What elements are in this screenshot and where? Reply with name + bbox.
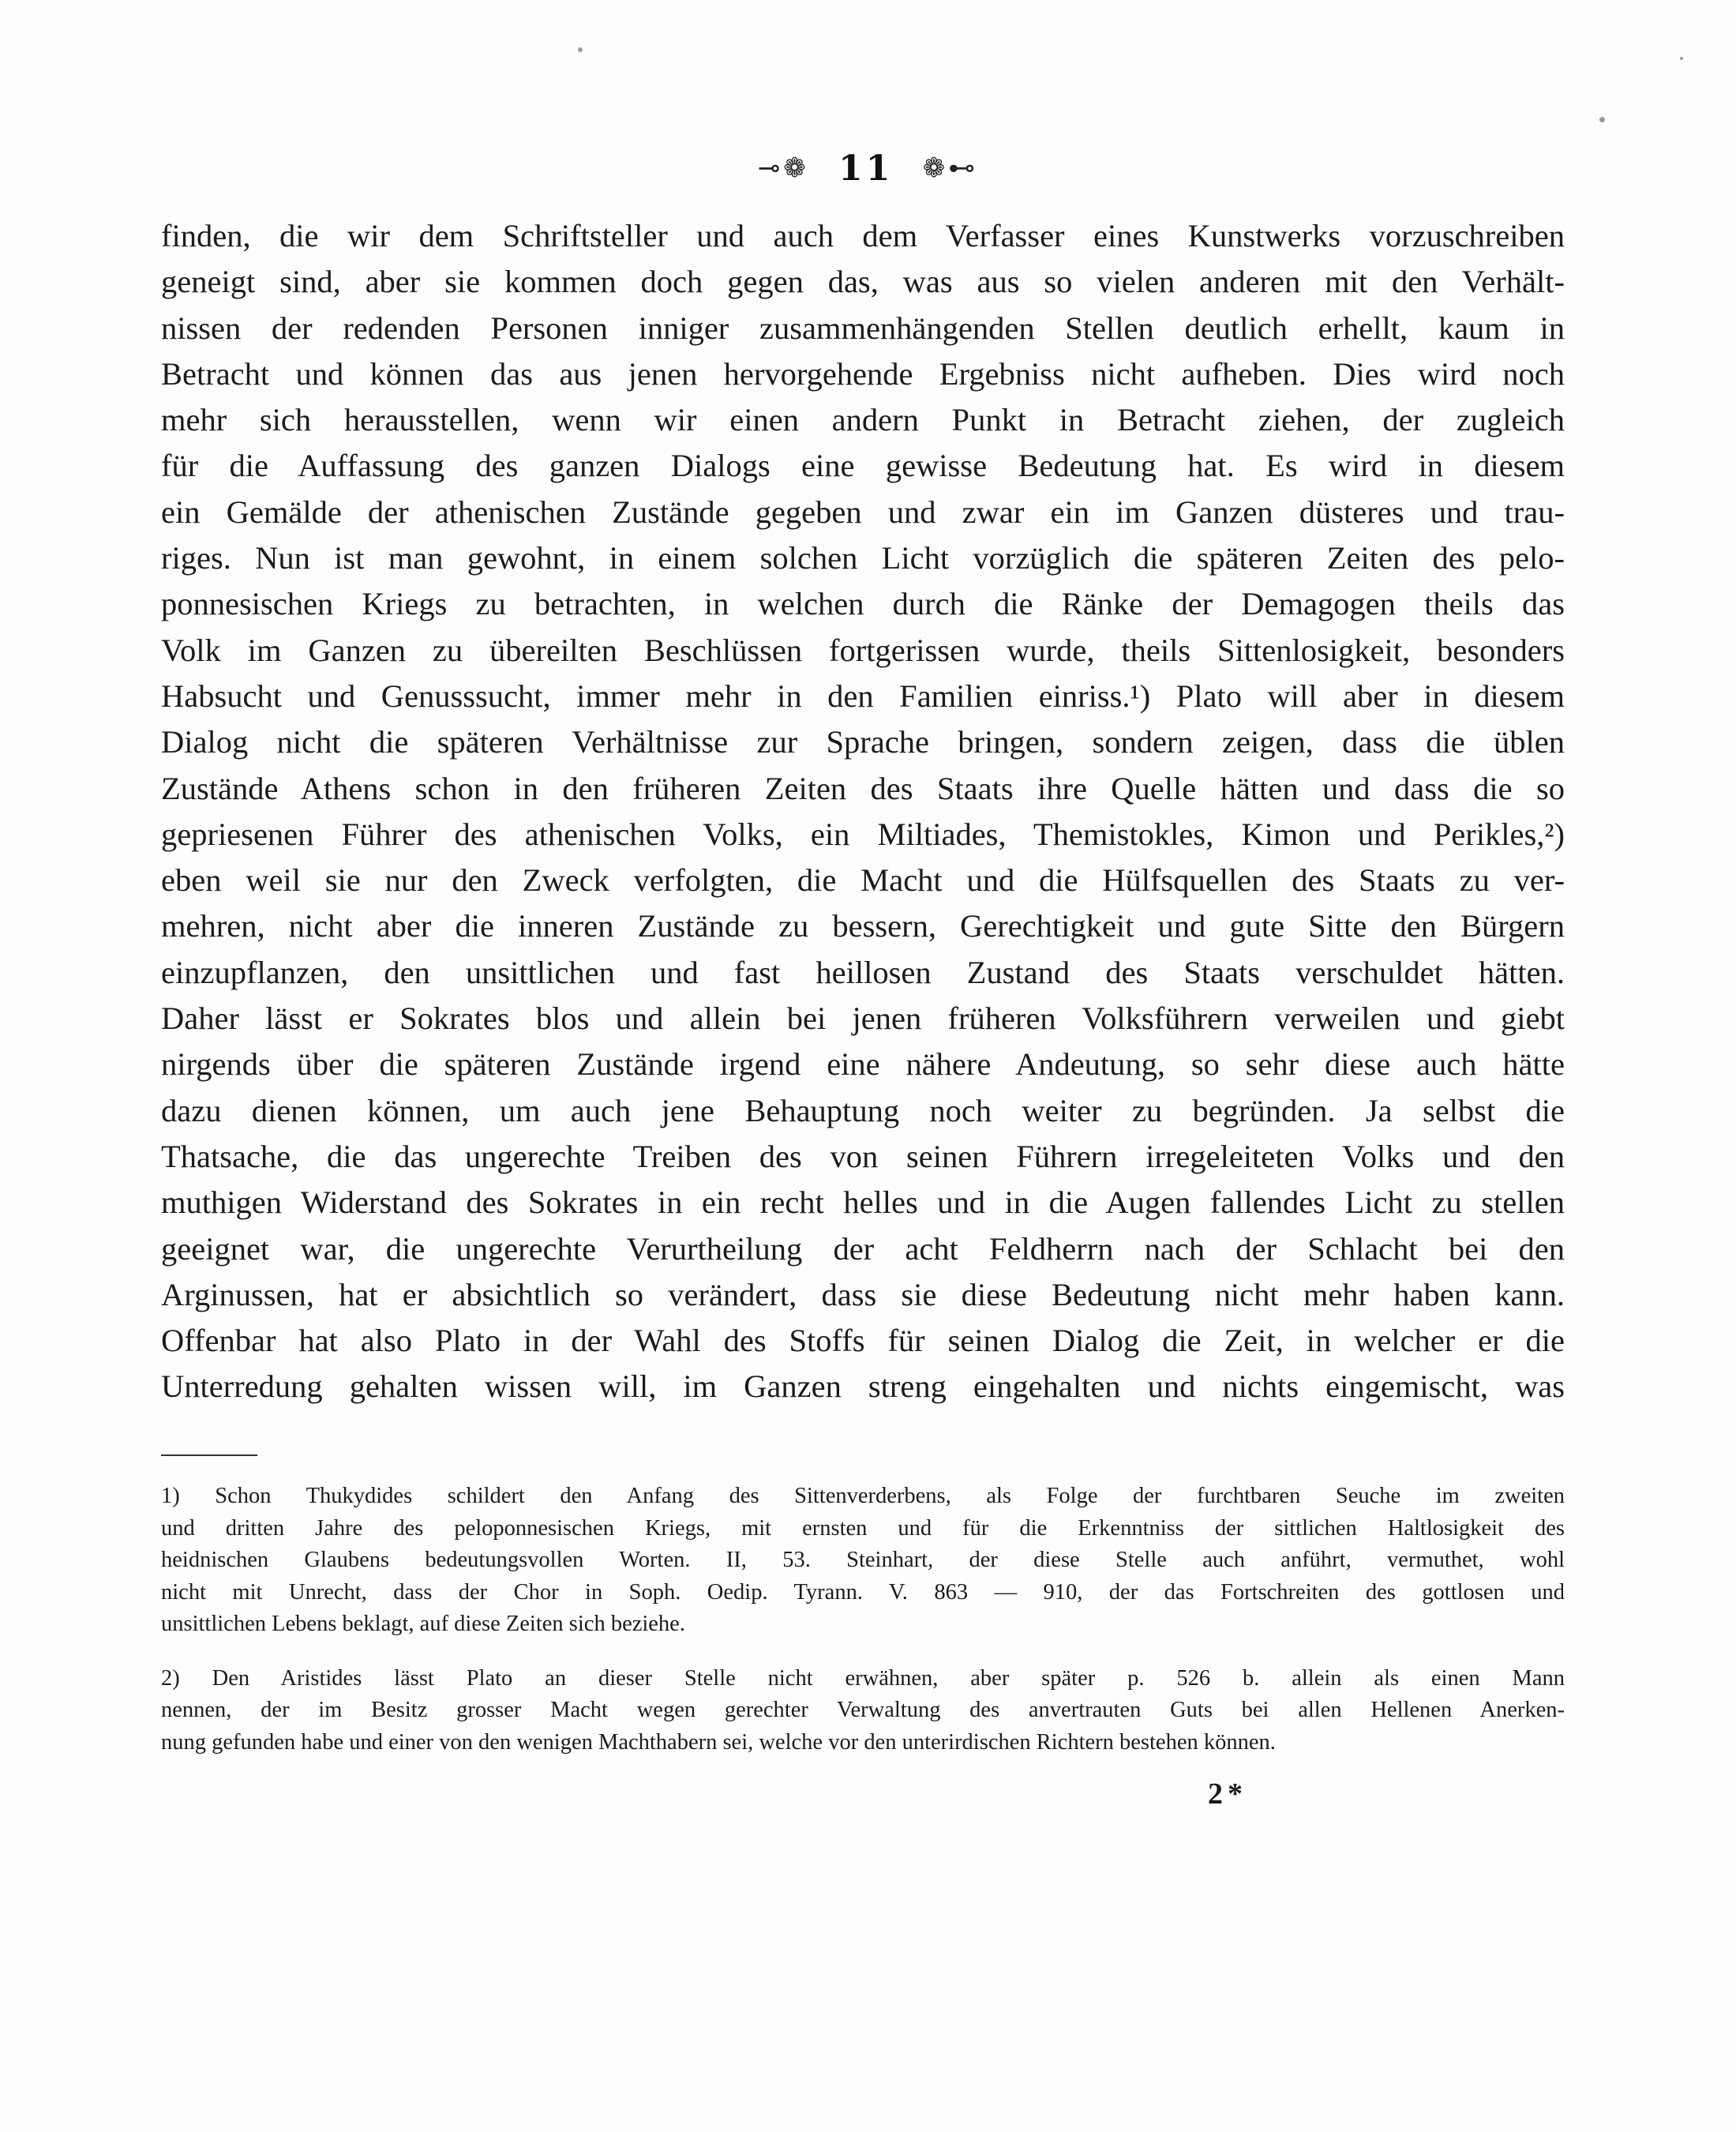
left-ornament-icon: ⊸❁ — [757, 152, 809, 184]
text-line: einzupflanzen, den unsittlichen und fast heillosen Zustand des Staats verschuldet hätten. — [161, 954, 1565, 990]
text-line: Thatsache, die das ungerechte Treiben des von seinen Führern irregeleiteten Volks und den — [161, 1138, 1565, 1174]
footnote-line: nung gefunden habe und einer von den wenigen Machthabern sei, welche vor den unterirdischen Richtern bestehen können. — [161, 1729, 1276, 1755]
text-line: Offenbar hat also Plato in der Wahl des Stoffs für seinen Dialog die Zeit, in welcher er die — [161, 1323, 1565, 1359]
footnote-1 — [161, 1481, 1565, 1641]
footnote-line: heidnischen Glaubens bedeutungsvollen Worten. II, 53. Steinhart, der diese Stelle auch anführt, vermuthet, wohl — [161, 1548, 1565, 1572]
text-line: riges. Nun ist man gewohnt, in einem solchen Licht vorzüglich die späteren Zeiten des pelo- — [161, 540, 1565, 576]
main-text — [161, 213, 1565, 1410]
page-number: 11 — [838, 148, 894, 189]
footnote-line: und dritten Jahre des peloponnesischen Kriegs, mit ernsten und für die Erkenntniss der sittlichen Haltlosigkeit des — [161, 1515, 1565, 1541]
text-line: Betracht und können das aus jenen hervorgehende Ergebniss nicht aufheben. Dies wird noch — [161, 355, 1565, 392]
text-line: Daher lässt er Sokrates blos und allein bei jenen früheren Volksführern verweilen und giebt — [161, 1000, 1565, 1037]
text-line: Arginussen, hat er absichtlich so verändert, dass sie diese Bedeutung nicht mehr haben kann. — [161, 1276, 1565, 1312]
text-line: ponnesischen Kriegs zu betrachten, in welchen durch die Ränke der Demagogen theils das — [161, 586, 1565, 622]
right-ornament-icon: ❁⊷ — [922, 152, 979, 184]
signature-mark: 2* — [1208, 1777, 1247, 1811]
text-line: muthigen Widerstand des Sokrates in ein recht helles und in die Augen fallendes Licht zu stellen — [161, 1184, 1565, 1221]
footnote-divider — [161, 1454, 257, 1456]
text-line: Habsucht und Genusssucht, immer mehr in den Familien einriss.¹) Plato will aber in diesem — [161, 678, 1565, 714]
paper-speck — [1680, 57, 1683, 60]
text-line: dazu dienen können, um auch jene Behauptung noch weiter zu begründen. Ja selbst die — [161, 1092, 1565, 1128]
text-line: mehr sich herausstellen, wenn wir einen andern Punkt in Betracht ziehen, der zugleich — [161, 402, 1565, 438]
footnote-2 — [161, 1663, 1565, 1759]
page-header — [0, 148, 1736, 189]
text-line: Unterredung gehalten wissen will, im Ganzen streng eingehalten und nichts eingemischt, was — [161, 1368, 1565, 1405]
text-line: gepriesenen Führer des athenischen Volks, ein Miltiades, Themistokles, Kimon und Perikles,²) — [161, 816, 1565, 852]
footnote-line: nennen, der im Besitz grosser Macht wegen gerechter Verwaltung des anvertrauten Guts bei allen Hellenen Anerken- — [161, 1698, 1565, 1722]
text-line: finden, die wir dem Schriftsteller und auch dem Verfasser eines Kunstwerks vorzuschreiben — [161, 218, 1565, 253]
text-line: eben weil sie nur den Zweck verfolgten, die Macht und die Hülfsquellen des Staats zu ver- — [161, 862, 1565, 899]
text-line: Volk im Ganzen zu übereilten Beschlüssen fortgerissen wurde, theils Sittenlosigkeit, besonders — [161, 632, 1565, 668]
footnote-line: nicht mit Unrecht, dass der Chor in Soph. Oedip. Tyrann. V. 863 — 910, der das Fortschreiten des gottlosen und — [161, 1579, 1565, 1605]
footnotes — [161, 1481, 1565, 1759]
text-line: nirgends über die späteren Zustände irgend eine nähere Andeutung, so sehr diese auch hätte — [161, 1046, 1565, 1083]
text-line: für die Auffassung des ganzen Dialogs eine gewisse Bedeutung hat. Es wird in diesem — [161, 448, 1565, 484]
text-line: Zustände Athens schon in den früheren Zeiten des Staats ihre Quelle hätten und dass die so — [161, 770, 1565, 806]
paper-speck — [578, 47, 583, 52]
footnote-line: 1) Schon Thukydides schildert den Anfang des Sittenverderbens, als Folge der furchtbaren Seuche im zweiten — [161, 1484, 1565, 1508]
paper-speck — [1599, 117, 1605, 122]
text-line: Dialog nicht die späteren Verhältnisse zur Sprache bringen, sondern zeigen, dass die üblen — [161, 724, 1565, 760]
text-line: mehren, nicht aber die inneren Zustände zu bessern, Gerechtigkeit und gute Sitte den Bürgern — [161, 908, 1565, 944]
text-line: geeignet war, die ungerechte Verurtheilung der acht Feldherrn nach der Schlacht bei den — [161, 1230, 1565, 1267]
text-line: geneigt sind, aber sie kommen doch gegen das, was aus so vielen anderen mit den Verhält- — [161, 264, 1565, 300]
footnote-line: 2) Den Aristides lässt Plato an dieser Stelle nicht erwähnen, aber später p. 526 b. allein als einen Mann — [161, 1665, 1565, 1691]
text-line: ein Gemälde der athenischen Zustände gegeben und zwar ein im Ganzen düsteres und trau- — [161, 494, 1565, 530]
footnote-line: unsittlichen Lebens beklagt, auf diese Zeiten sich beziehe. — [161, 1612, 685, 1636]
text-line: nissen der redenden Personen inniger zusammenhängenden Stellen deutlich erhellt, kaum in — [161, 310, 1565, 346]
